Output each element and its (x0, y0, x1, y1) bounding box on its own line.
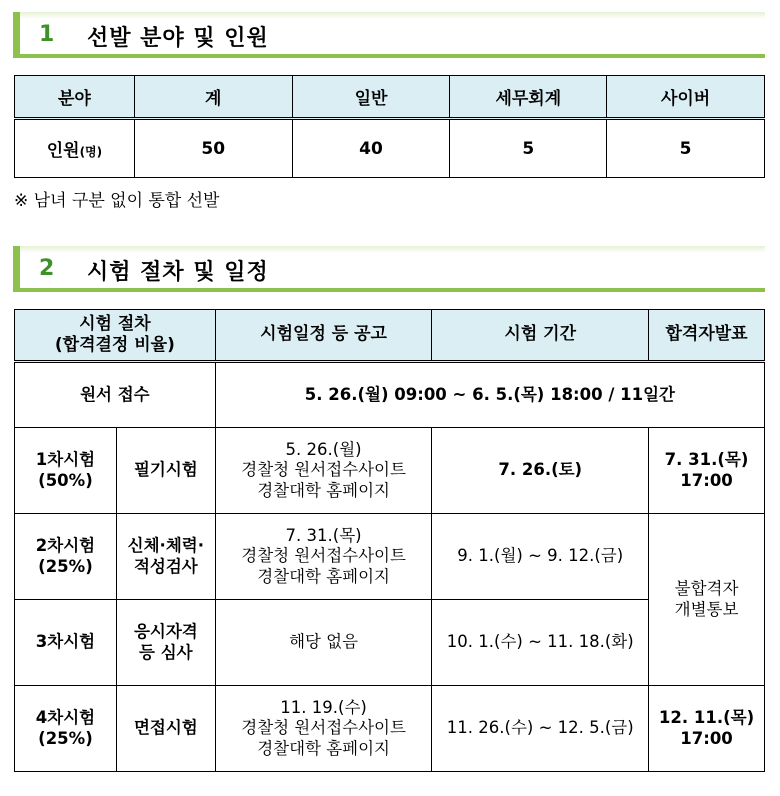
application-row (15, 362, 765, 428)
exam-type-line2: 등 심사 (139, 642, 193, 662)
table-row (15, 119, 765, 178)
row-label (15, 119, 135, 178)
table-header-row (15, 76, 765, 119)
notice-cell (215, 514, 432, 600)
exam-period: 11. 26.(수) ~ 12. 5.(금) (432, 686, 649, 772)
stage-ratio: (25%) (38, 728, 93, 748)
table-row (15, 514, 765, 600)
exam-type (116, 600, 215, 686)
stage-cell (15, 428, 117, 514)
recruitment-quota-table (14, 75, 765, 178)
notice-date: 11. 19.(수) (280, 697, 367, 717)
exam-period: 7. 26.(토) (432, 428, 649, 514)
selection-note: ※ 남녀 구분 없이 통합 선발 (14, 191, 220, 211)
exam-type: 필기시험 (116, 428, 215, 514)
exam-type-line2: 적성검사 (133, 556, 198, 576)
header-procedure-line1: 시험 절차 (79, 313, 151, 334)
exam-type-line1: 응시자격 (133, 621, 198, 641)
stage-cell (15, 686, 117, 772)
notice-site-2: 경찰대학 홈페이지 (257, 480, 390, 500)
header-field: 분야 (15, 76, 135, 119)
value-total: 50 (134, 119, 292, 178)
section-1-header (13, 12, 765, 58)
stage-cell (15, 514, 117, 600)
header-period: 시험 기간 (432, 310, 649, 362)
result-cell (649, 428, 765, 514)
notice-date: 5. 26.(월) (285, 439, 362, 459)
result-time: 17:00 (680, 470, 733, 490)
header-notice: 시험일정 등 공고 (215, 310, 432, 362)
exam-type-line1: 신체·체력· (127, 535, 204, 555)
value-general: 40 (292, 119, 450, 178)
merged-result-line2: 개별통보 (674, 599, 739, 619)
application-schedule: 5. 26.(월) 09:00 ~ 6. 5.(목) 18:00 / 11일간 (215, 362, 764, 428)
exam-type (116, 514, 215, 600)
section-1-title: 선발 분야 및 인원 (87, 26, 269, 51)
exam-schedule-table (14, 309, 765, 772)
header-general: 일반 (292, 76, 450, 119)
header-total: 계 (134, 76, 292, 119)
header-procedure-line2: (합격결정 비율) (54, 335, 175, 355)
notice-site-2: 경찰대학 홈페이지 (257, 738, 390, 758)
section-2-header (13, 246, 765, 292)
header-tax-accounting: 세무회계 (450, 76, 607, 119)
header-cyber: 사이버 (607, 76, 765, 119)
table-row (15, 686, 765, 772)
stage-ratio: (25%) (38, 556, 93, 576)
notice-site-2: 경찰대학 홈페이지 (257, 566, 390, 586)
value-cyber: 5 (607, 119, 765, 178)
notice-cell: 해당 없음 (215, 600, 432, 686)
notice-site-1: 경찰청 원서접수사이트 (241, 460, 406, 480)
section-1-number: 1 (39, 22, 55, 47)
result-cell (649, 686, 765, 772)
result-time: 17:00 (680, 728, 733, 748)
stage-name: 4차시험 (35, 707, 96, 727)
exam-period: 10. 1.(수) ~ 11. 18.(화) (432, 600, 649, 686)
stage-name: 1차시험 (35, 449, 96, 469)
exam-period: 9. 1.(월) ~ 9. 12.(금) (432, 514, 649, 600)
value-tax-accounting: 5 (450, 119, 607, 178)
result-date: 7. 31.(목) (664, 449, 749, 469)
table-row (15, 428, 765, 514)
notice-cell (215, 686, 432, 772)
section-2-title: 시험 절차 및 일정 (87, 260, 269, 285)
exam-type: 면접시험 (116, 686, 215, 772)
header-procedure (15, 310, 216, 362)
result-date: 12. 11.(목) (658, 707, 755, 727)
stage-ratio: (50%) (38, 470, 93, 490)
section-2-number: 2 (39, 256, 55, 281)
merged-result-line1: 불합격자 (674, 578, 739, 598)
notice-cell (215, 428, 432, 514)
schedule-header-row (15, 310, 765, 362)
notice-site-1: 경찰청 원서접수사이트 (241, 546, 406, 566)
stage-name: 2차시험 (35, 535, 96, 555)
notice-site-1: 경찰청 원서접수사이트 (241, 718, 406, 738)
merged-result-cell (649, 514, 765, 686)
row-unit: (명) (79, 145, 103, 159)
stage-cell: 3차시험 (15, 600, 117, 686)
notice-date: 7. 31.(목) (285, 525, 362, 545)
application-label: 원서 접수 (15, 362, 216, 428)
row-label-text: 인원 (46, 141, 80, 161)
header-result: 합격자발표 (649, 310, 765, 362)
